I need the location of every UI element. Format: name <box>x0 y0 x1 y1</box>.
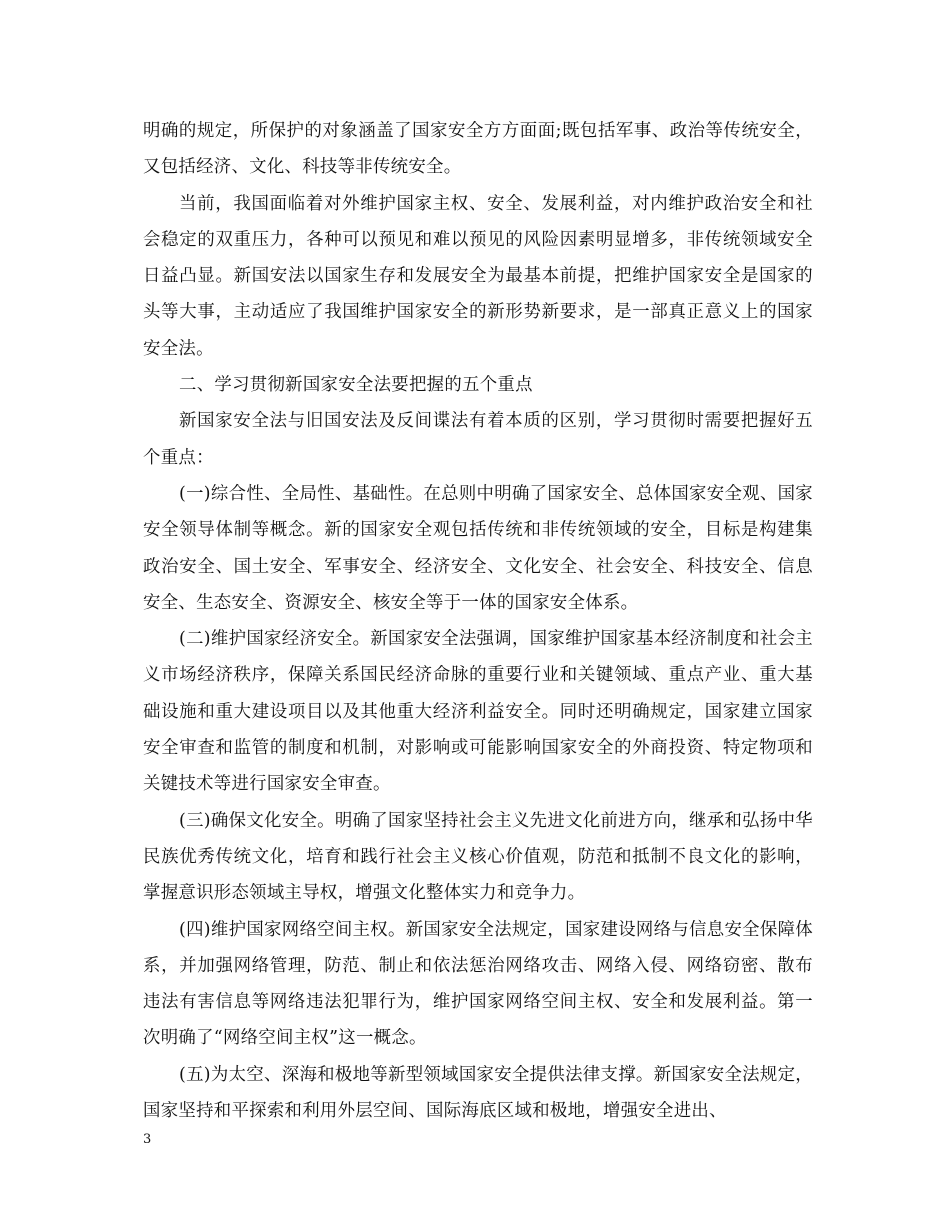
paragraph-point-3: (三)确保文化安全。明确了国家坚持社会主义先进文化前进方向，继承和弘扬中华民族优秀传统文化，培育和践行社会主义核心价值观，防范和抵制不良文化的影响，掌握意识形态领域主导权，增强文化整体实力和竞争力。 <box>143 810 813 904</box>
paragraph-4: 新国家安全法与旧国安法及反间谍法有着本质的区别，学习贯彻时需要把握好五个重点： <box>143 411 813 468</box>
paragraph-point-4: (四)维护国家网络空间主权。新国家安全法规定，国家建设网络与信息安全保障体系，并加强网络管理，防范、制止和依法惩治网络攻击、网络入侵、网络窃密、散布违法有害信息等网络违法犯罪行为，维护国家网络空间主权、安全和发展利益。第一次明确了“网络空间主权”这一概念。 <box>143 919 813 1049</box>
paragraph-point-2: (二)维护国家经济安全。新国家安全法强调，国家维护国家基本经济制度和社会主义市场经济秩序，保障关系国民经济命脉的重要行业和关键领域、重点产业、重大基础设施和重大建设项目以及其他重大经济利益安全。同时还明确规定，国家建立国家安全审查和监管的制度和机制，对影响或可能影响国家安全的外商投资、特定物项和关键技术等进行国家安全审查。 <box>143 629 813 795</box>
paragraph-2: 当前，我国面临着对外维护国家主权、安全、发展利益，对内维护政治安全和社会稳定的双重压力，各种可以预见和难以预见的风险因素明显增多，非传统领域安全日益凸显。新国安法以国家生存和发展安全为最基本前提，把维护国家安全是国家的头等大事，主动适应了我国维护国家安全的新形势新要求，是一部真正意义上的国家安全法。 <box>143 193 813 359</box>
paragraph-point-5: (五)为太空、深海和极地等新型领域国家安全提供法律支撑。新国家安全法规定，国家坚持和平探索和利用外层空间、国际海底区域和极地，增强安全进出、 <box>143 1064 813 1122</box>
paragraph-point-1: (一)综合性、全局性、基础性。在总则中明确了国家安全、总体国家安全观、国家安全领导体制等概念。新的国家安全观包括传统和非传统领域的安全，目标是构建集政治安全、国土安全、军事安全、经济安全、文化安全、社会安全、科技安全、信息安全、生态安全、资源安全、核安全等于一体的国家安全体系。 <box>143 483 813 613</box>
paragraph-1: 明确的规定，所保护的对象涵盖了国家安全方方面面;既包括军事、政治等传统安全，又包括经济、文化、科技等非传统安全。 <box>143 121 813 178</box>
page-number: 3 <box>143 1132 152 1147</box>
section-heading: 二、学习贯彻新国家安全法要把握的五个重点 <box>179 375 533 396</box>
document-body <box>143 113 813 1129</box>
